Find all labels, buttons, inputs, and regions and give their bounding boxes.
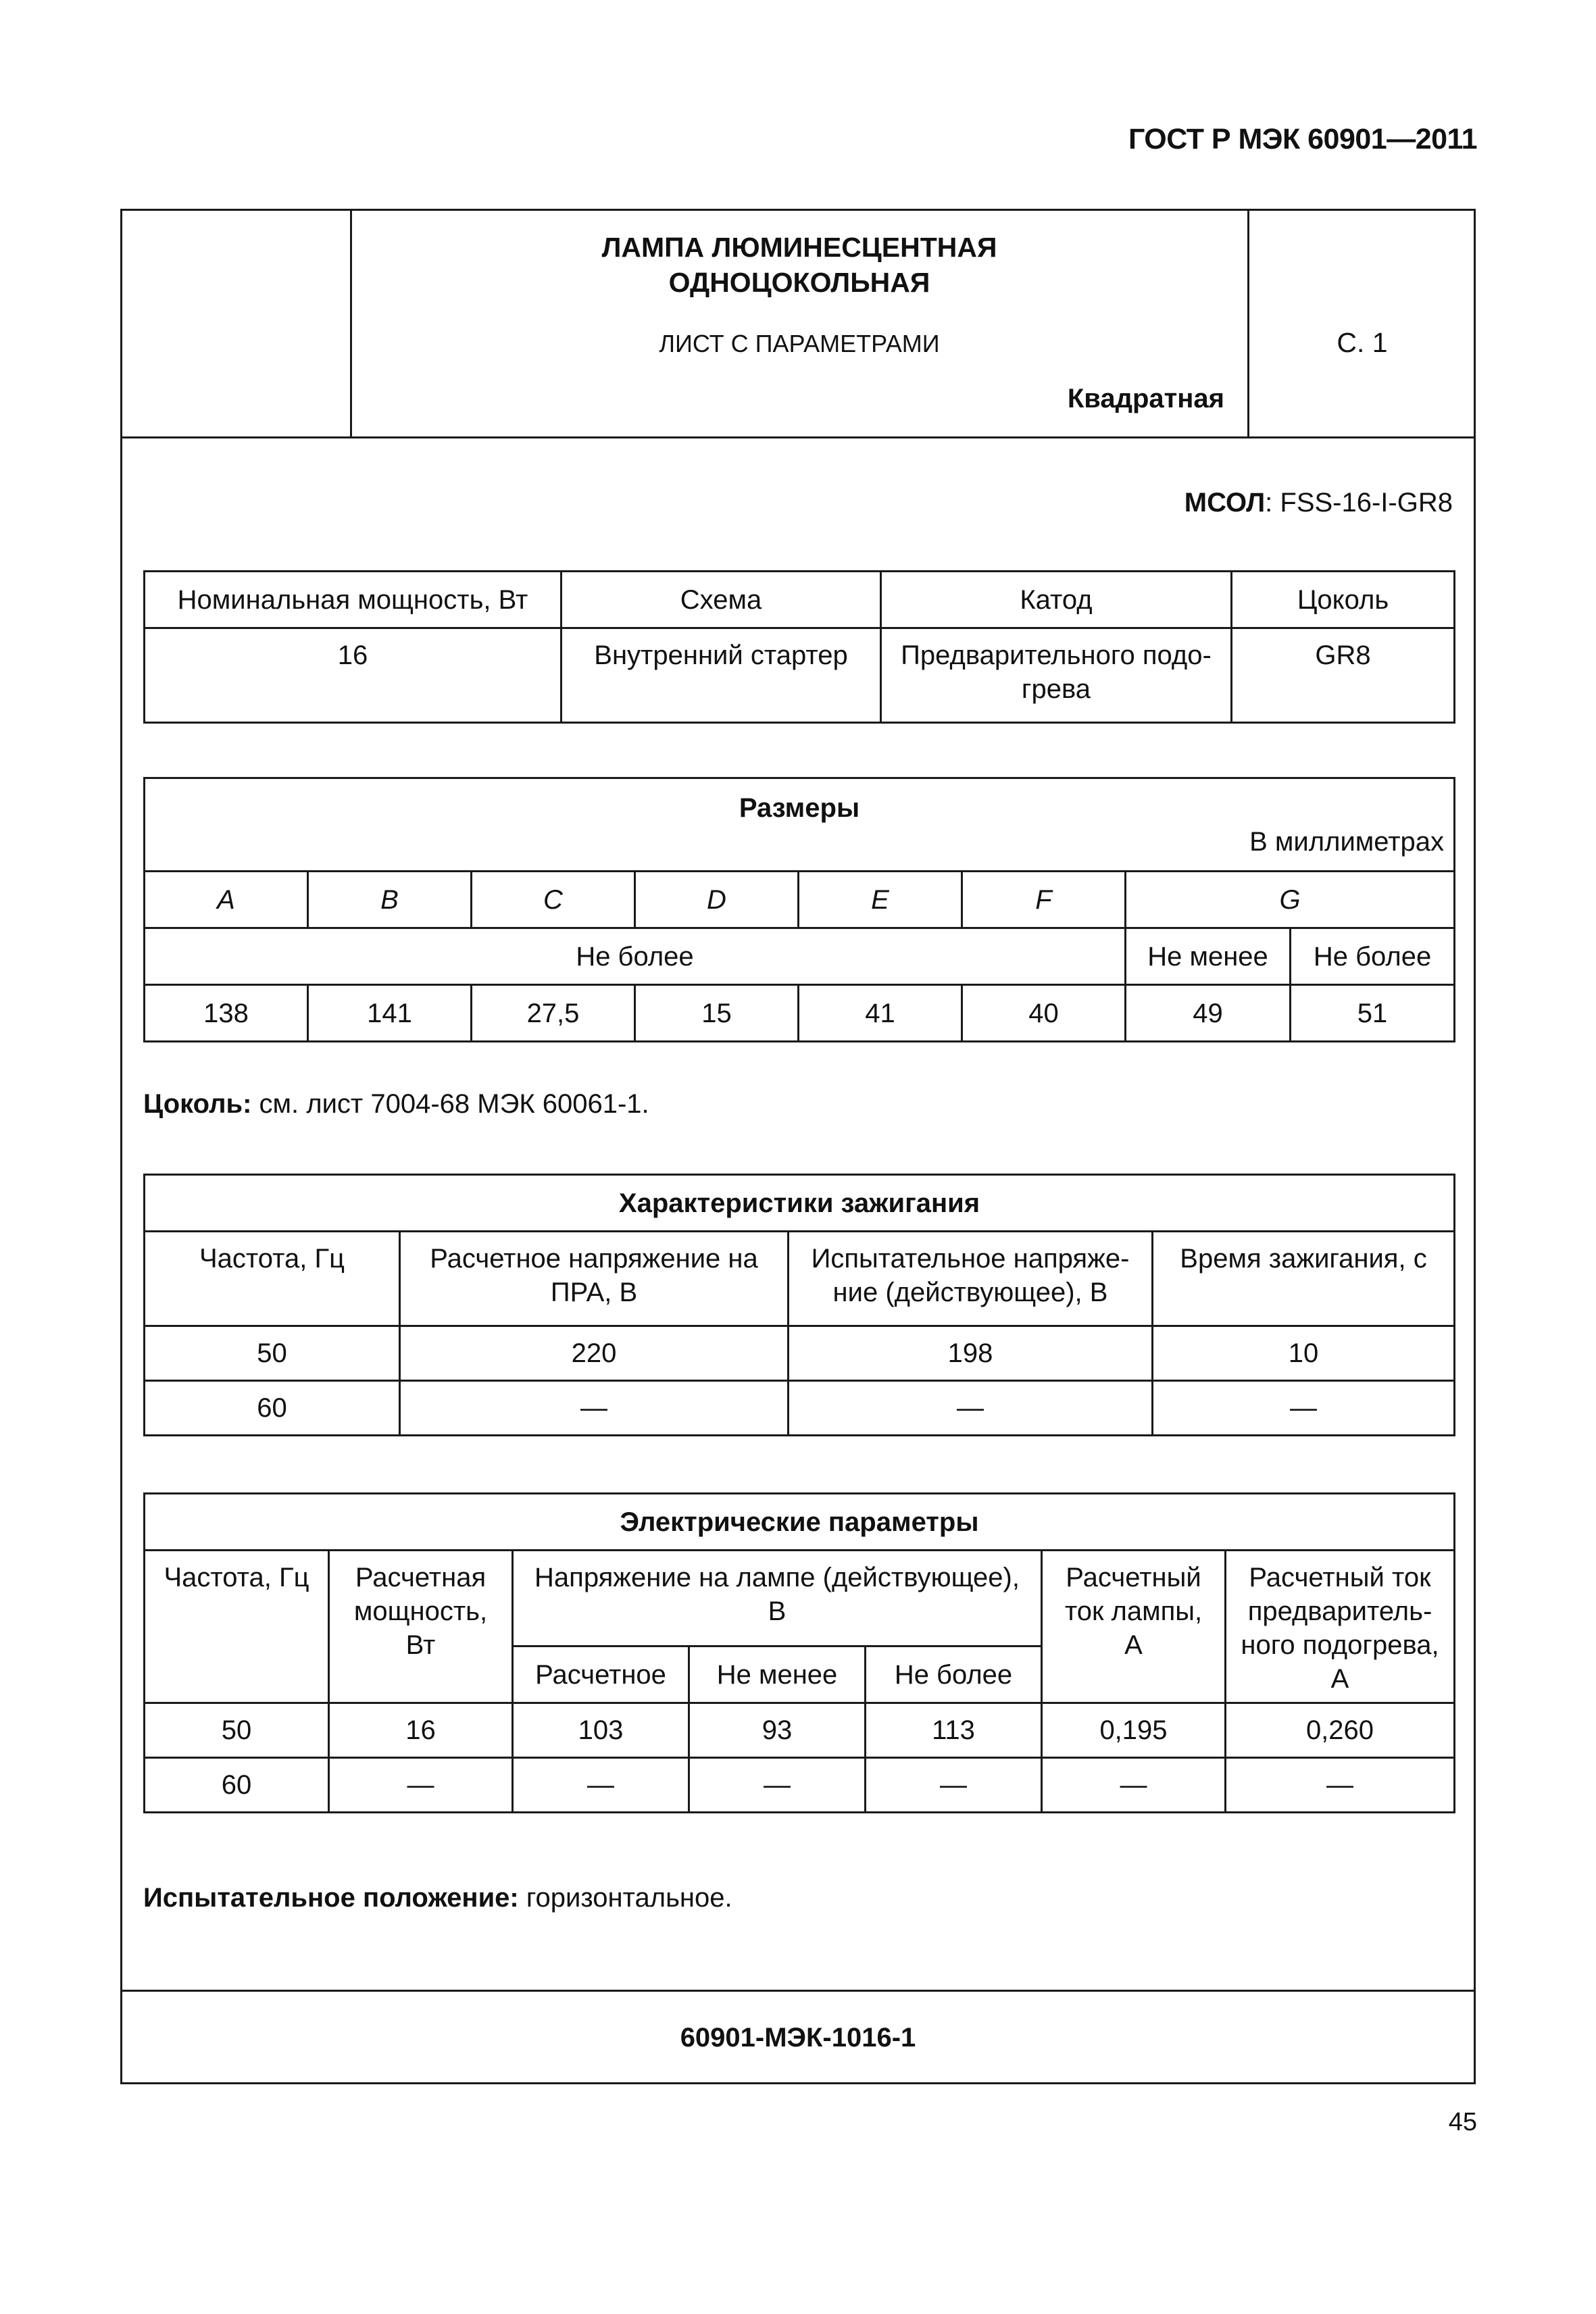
dim-value-g-max: 51 [1291, 985, 1455, 1042]
ignition-header-test-voltage: Испытательное напряже-ние (действующее), В [789, 1232, 1153, 1326]
dim-letter-c: C [472, 872, 635, 928]
electrical-header-current: Расчетный ток лампы, А [1042, 1551, 1226, 1703]
dim-letter-e: E [799, 872, 962, 928]
electrical-cell: 113 [866, 1703, 1042, 1758]
lamp-shape: Квадратная [1067, 384, 1224, 413]
dim-value-a: 138 [145, 985, 308, 1042]
dim-value-e: 41 [799, 985, 962, 1042]
dim-limit-max: Не более [145, 928, 1126, 985]
table-row [145, 1703, 1455, 1758]
header-divider [120, 436, 1476, 438]
dimensions-table [143, 777, 1455, 1042]
footer-divider [120, 1990, 1476, 1992]
electrical-cell: — [689, 1758, 866, 1813]
ignition-cell: — [1153, 1381, 1455, 1436]
dim-value-d: 15 [635, 985, 799, 1042]
value-base: GR8 [1232, 628, 1455, 723]
dim-letter-g: G [1126, 872, 1455, 928]
sheet-title-line1: ЛАМПА ЛЮМИНЕСЦЕНТНАЯ [601, 232, 997, 263]
test-position-label: Испытательное положение: [143, 1883, 519, 1913]
electrical-cell: 16 [329, 1703, 513, 1758]
dimensions-unit: В миллиметрах [1249, 826, 1445, 857]
electrical-cell: — [866, 1758, 1042, 1813]
electrical-cell: 103 [513, 1703, 689, 1758]
header-rated-power: Номинальная мощность, Вт [145, 572, 562, 628]
dim-letter-d: D [635, 872, 799, 928]
value-circuit: Внутренний стартер [562, 628, 881, 723]
page-number: 45 [1448, 2108, 1477, 2136]
test-position-note [143, 1883, 732, 1913]
header-divider-right [1247, 209, 1249, 438]
base-note [143, 1089, 649, 1120]
value-rated-power: 16 [145, 628, 562, 723]
electrical-title: Электрические параметры [145, 1494, 1455, 1551]
electrical-header-frequency: Частота, Гц [145, 1551, 329, 1703]
electrical-cell: 60 [145, 1758, 329, 1813]
sheet-label: ЛИСТ С ПАРАМЕТРАМИ [659, 330, 940, 357]
lamp-designation [1184, 488, 1453, 518]
table-row [145, 1758, 1455, 1813]
header-cathode: Катод [881, 572, 1232, 628]
dim-value-f: 40 [962, 985, 1126, 1042]
ignition-cell: 60 [145, 1381, 400, 1436]
ignition-header-time: Время зажигания, с [1153, 1232, 1455, 1326]
dim-value-b: 141 [308, 985, 472, 1042]
electrical-cell: — [329, 1758, 513, 1813]
dim-letter-a: A [145, 872, 308, 928]
document-number: ГОСТ Р МЭК 60901—2011 [1128, 123, 1477, 155]
dim-letter-f: F [962, 872, 1126, 928]
sheet-title-line2: ОДНОЦОКОЛЬНАЯ [668, 267, 930, 298]
test-position-text: горизонтальное. [518, 1883, 732, 1913]
base-note-text: см. лист 7004-68 МЭК 60061-1. [251, 1089, 649, 1119]
electrical-cell: — [513, 1758, 689, 1813]
dimensions-title-cell [145, 778, 1455, 872]
electrical-table [143, 1492, 1455, 1813]
electrical-cell: — [1042, 1758, 1226, 1813]
electrical-cell: 0,260 [1226, 1703, 1455, 1758]
electrical-header-v-min: Не менее [689, 1646, 866, 1703]
electrical-header-v-max: Не более [866, 1646, 1042, 1703]
dim-letter-b: B [308, 872, 472, 928]
electrical-cell: — [1226, 1758, 1455, 1813]
base-note-label: Цоколь: [143, 1089, 252, 1119]
electrical-cell: 50 [145, 1703, 329, 1758]
ignition-cell: — [400, 1381, 789, 1436]
table-row [145, 1326, 1455, 1381]
value-cathode: Предварительного подо-грева [881, 628, 1232, 723]
dim-limit-min-g: Не менее [1126, 928, 1291, 985]
designation-label: МСОЛ [1184, 488, 1266, 518]
main-parameters-table [143, 570, 1455, 724]
dimensions-title: Размеры [739, 793, 860, 823]
sheet-code: 60901-МЭК-1016-1 [680, 2023, 916, 2053]
electrical-header-voltage: Напряжение на лампе (действующее), В [513, 1551, 1042, 1646]
dim-limit-max-g: Не более [1291, 928, 1455, 985]
table-row [145, 1381, 1455, 1436]
ignition-table [143, 1174, 1455, 1436]
ignition-title: Характеристики зажигания [145, 1175, 1455, 1232]
page-reference: С. 1 [1337, 327, 1388, 358]
sheet-title [351, 230, 1247, 300]
dim-value-c: 27,5 [472, 985, 635, 1042]
header-circuit: Схема [562, 572, 881, 628]
dim-value-g-min: 49 [1126, 985, 1291, 1042]
header-base: Цоколь [1232, 572, 1455, 628]
electrical-cell: 0,195 [1042, 1703, 1226, 1758]
electrical-header-preheat: Расчетный ток предваритель-ного подогрева, А [1226, 1551, 1455, 1703]
ignition-cell: — [789, 1381, 1153, 1436]
electrical-header-v-rated: Расчетное [513, 1646, 689, 1703]
designation-value: : FSS-16-I-GR8 [1265, 488, 1453, 518]
ignition-cell: 10 [1153, 1326, 1455, 1381]
ignition-cell: 220 [400, 1326, 789, 1381]
electrical-header-power: Расчетная мощность, Вт [329, 1551, 513, 1703]
ignition-header-ballast-voltage: Расчетное напряжение на ПРА, В [400, 1232, 789, 1326]
ignition-cell: 50 [145, 1326, 400, 1381]
ignition-header-frequency: Частота, Гц [145, 1232, 400, 1326]
ignition-cell: 198 [789, 1326, 1153, 1381]
electrical-cell: 93 [689, 1703, 866, 1758]
